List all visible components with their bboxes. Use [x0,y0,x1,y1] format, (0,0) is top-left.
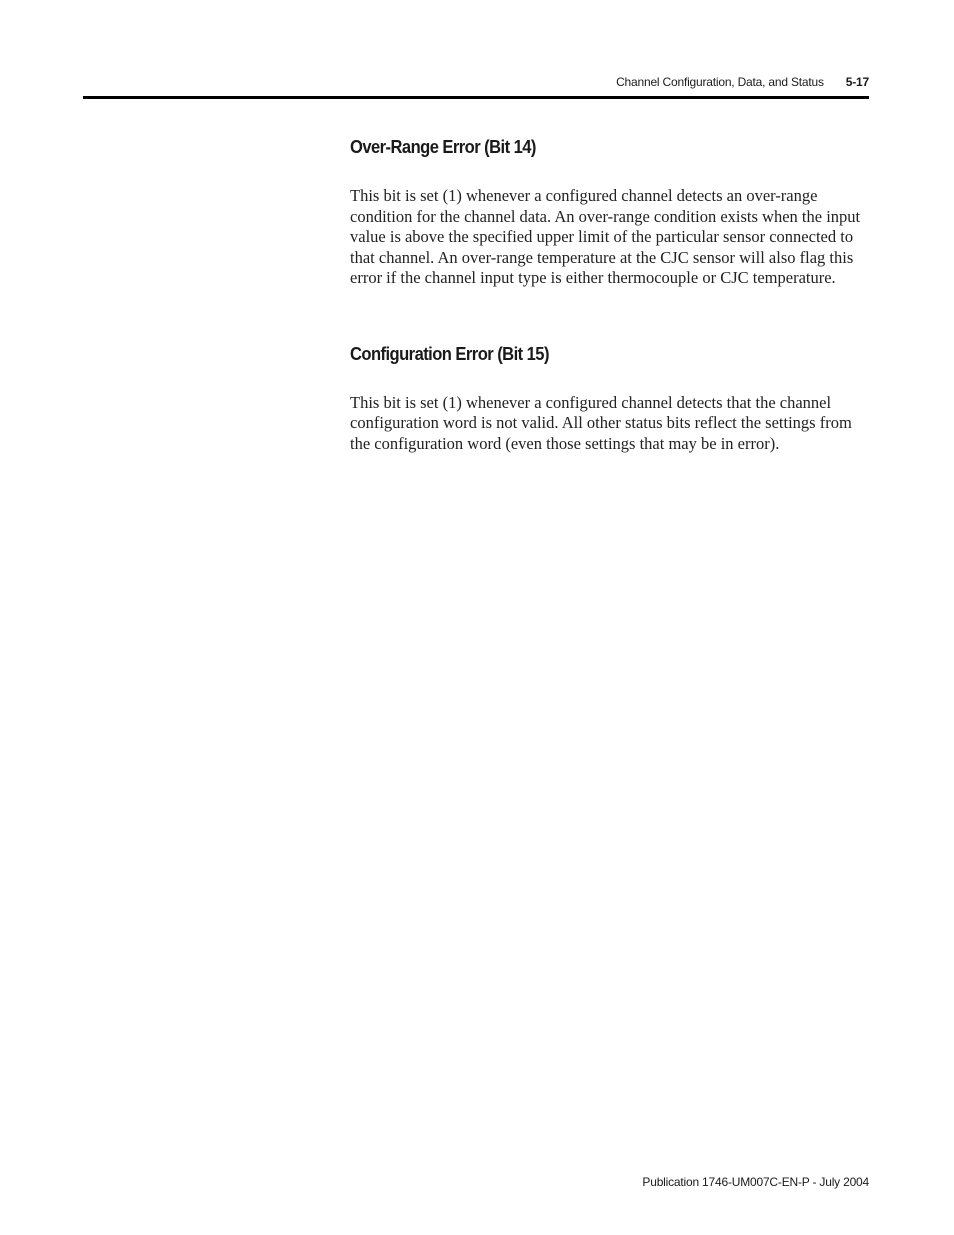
running-header-title: Channel Configuration, Data, and Status [616,75,824,89]
section-body-configuration-error: This bit is set (1) whenever a configured channel detects that the channel configuration word is not valid. All other status bits reflect the settings from the configuration word (even those settings that may be in error). [350,392,852,453]
section-body-over-range-error: This bit is set (1) whenever a configured channel detects an over-range condition for the channel data. An over-range condition exists when the input value is above the specified upper limit of the particular sensor connected to that channel. An over-range temperature at the CJC sensor will also flag this error if the channel input type is either thermocouple or CJC temperature. [350,186,861,287]
running-header [0,74,869,90]
publication-info: Publication 1746-UM007C-EN-P - July 2004 [642,1175,869,1189]
page-number: 5-17 [845,75,869,89]
page-content [350,134,870,454]
section-heading-configuration-error: Configuration Error (Bit 15) [350,343,549,364]
section-heading-over-range-error: Over-Range Error (Bit 14) [350,137,536,157]
publication-footer [0,1174,869,1190]
header-rule [83,96,869,99]
